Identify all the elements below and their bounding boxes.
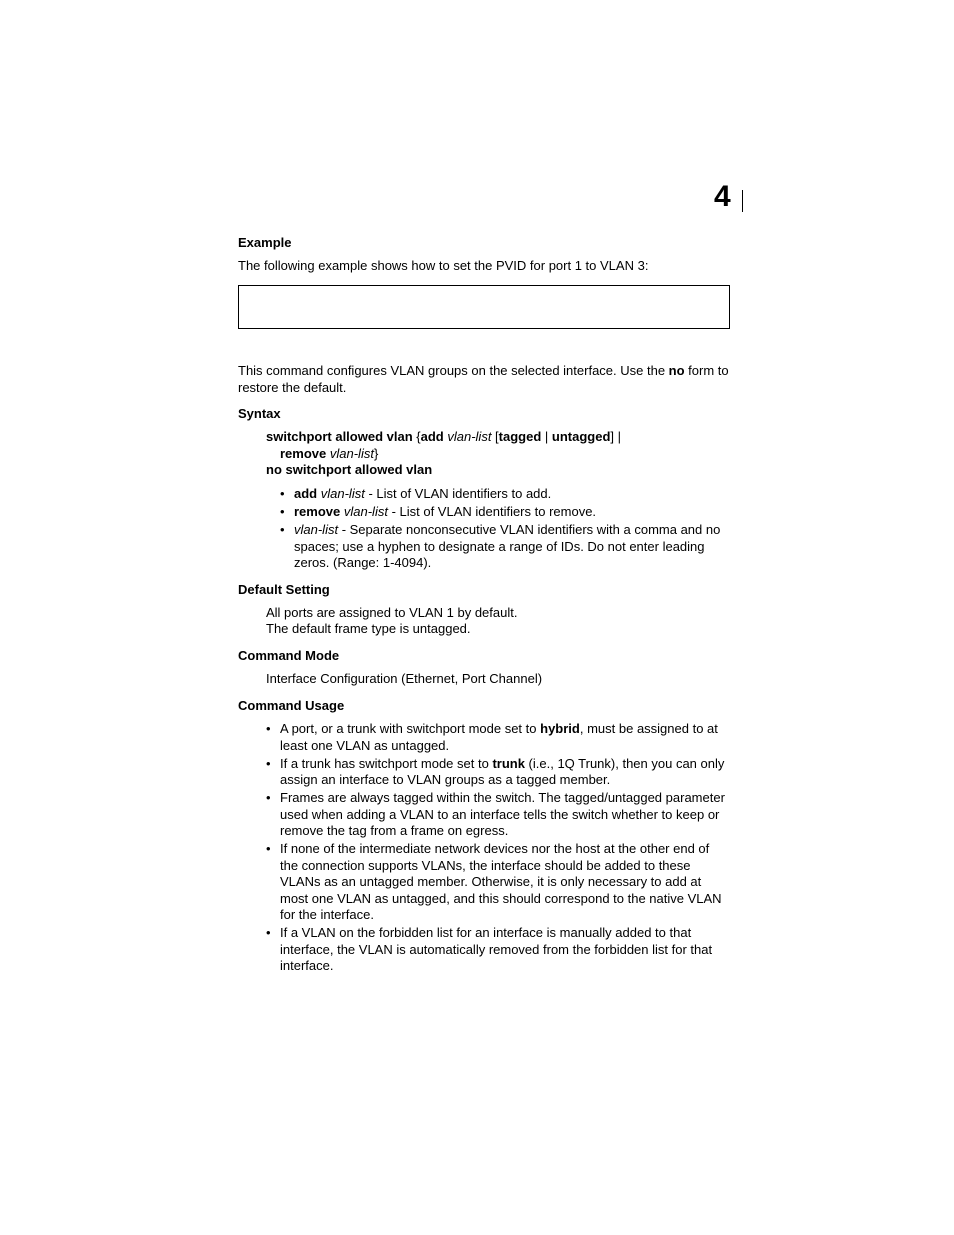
list-item — [280, 504, 730, 521]
list-item — [280, 486, 730, 503]
syntax-tagged-keyword: tagged — [498, 429, 542, 444]
syntax-vlan-list-arg: vlan-list — [447, 429, 492, 444]
syntax-brace: { — [412, 429, 421, 444]
syntax-no-command: no switchport allowed vlan — [266, 462, 433, 477]
param-arg: vlan-list — [320, 486, 365, 501]
example-heading: Example — [238, 235, 292, 250]
syntax-bracket: [ — [491, 429, 499, 444]
usage-text: A port, or a trunk with switchport mode set to — [280, 721, 541, 736]
syntax-bracket-close: ] | — [610, 429, 622, 444]
param-keyword: add — [294, 486, 318, 501]
syntax-vlan-list-arg: vlan-list — [329, 446, 374, 461]
description-text-2: form to restore the default. — [238, 363, 729, 395]
default-setting-heading: Default Setting — [238, 582, 330, 597]
syntax-line-1 — [266, 429, 736, 446]
syntax-heading: Syntax — [238, 406, 281, 421]
syntax-brace-close: } — [373, 446, 379, 461]
list-item — [266, 756, 730, 789]
syntax-line-3 — [266, 462, 736, 479]
syntax-command: switchport allowed vlan — [266, 429, 413, 444]
list-item: • If a VLAN on the forbidden list for an interface is manually added to that interface, the VLAN is automatically removed from the forbidden list for that interface. — [266, 925, 730, 975]
command-usage-list — [266, 721, 730, 976]
param-arg: vlan-list — [343, 504, 388, 519]
param-keyword: remove — [294, 504, 341, 519]
syntax-params-list — [280, 486, 730, 573]
command-usage-heading: Command Usage — [238, 698, 345, 713]
example-intro: The following example shows how to set the PVID for port 1 to VLAN 3: — [238, 258, 649, 273]
list-item — [266, 721, 730, 754]
default-setting-line-2: The default frame type is untagged. — [266, 621, 471, 636]
usage-text: (i.e., 1Q Trunk), then you can only assign an interface to VLAN groups as a tagged member. — [280, 755, 725, 787]
command-mode-heading: Command Mode — [238, 648, 340, 663]
chapter-marker — [714, 180, 744, 214]
list-item: • If none of the intermediate network devices nor the host at the other end of the connection supports VLANs, the interface should be added to these VLANs as an untagged member. Otherwise, it is only necessary to add at most one VLAN as untagged, and this should correspond to the native VLAN for the interface. — [266, 841, 730, 924]
usage-hybrid-keyword: hybrid — [540, 721, 580, 736]
list-item: • Frames are always tagged within the switch. The tagged/untagged parameter used when adding a VLAN to an interface tells the switch whether to keep or remove the tag from a frame on egress. — [266, 790, 730, 840]
description-no-keyword: no — [668, 363, 685, 378]
syntax-remove-keyword: remove — [280, 446, 327, 461]
usage-text: If a trunk has switchport mode set to — [280, 755, 493, 771]
description-text-1: This command configures VLAN groups on the selected interface. Use the — [238, 363, 669, 378]
syntax-pipe: | — [541, 429, 552, 444]
command-description — [238, 363, 730, 396]
example-code-box — [238, 285, 730, 329]
default-setting-line-1: All ports are assigned to VLAN 1 by default. — [266, 605, 518, 620]
list-item — [280, 522, 730, 572]
syntax-add-keyword: add — [420, 429, 444, 444]
chapter-rule — [742, 190, 743, 212]
usage-trunk-keyword: trunk — [492, 755, 525, 771]
command-mode-text: Interface Configuration (Ethernet, Port Channel) — [266, 671, 543, 686]
chapter-number: 4 — [714, 180, 730, 213]
param-desc: - List of VLAN identifiers to add. — [364, 486, 552, 501]
usage-text: , must be assigned to at least one VLAN as untagged. — [280, 721, 718, 753]
param-desc: - Separate nonconsecutive VLAN identifiers with a comma and no spaces; use a hyphen to designate a range of IDs. Do not enter leading zeros. (Range: 1-4094). — [294, 522, 721, 570]
param-arg: vlan-list — [294, 522, 339, 537]
syntax-untagged-keyword: untagged — [551, 429, 611, 444]
param-desc: - List of VLAN identifiers to remove. — [387, 504, 597, 519]
syntax-line-2 — [280, 446, 730, 463]
